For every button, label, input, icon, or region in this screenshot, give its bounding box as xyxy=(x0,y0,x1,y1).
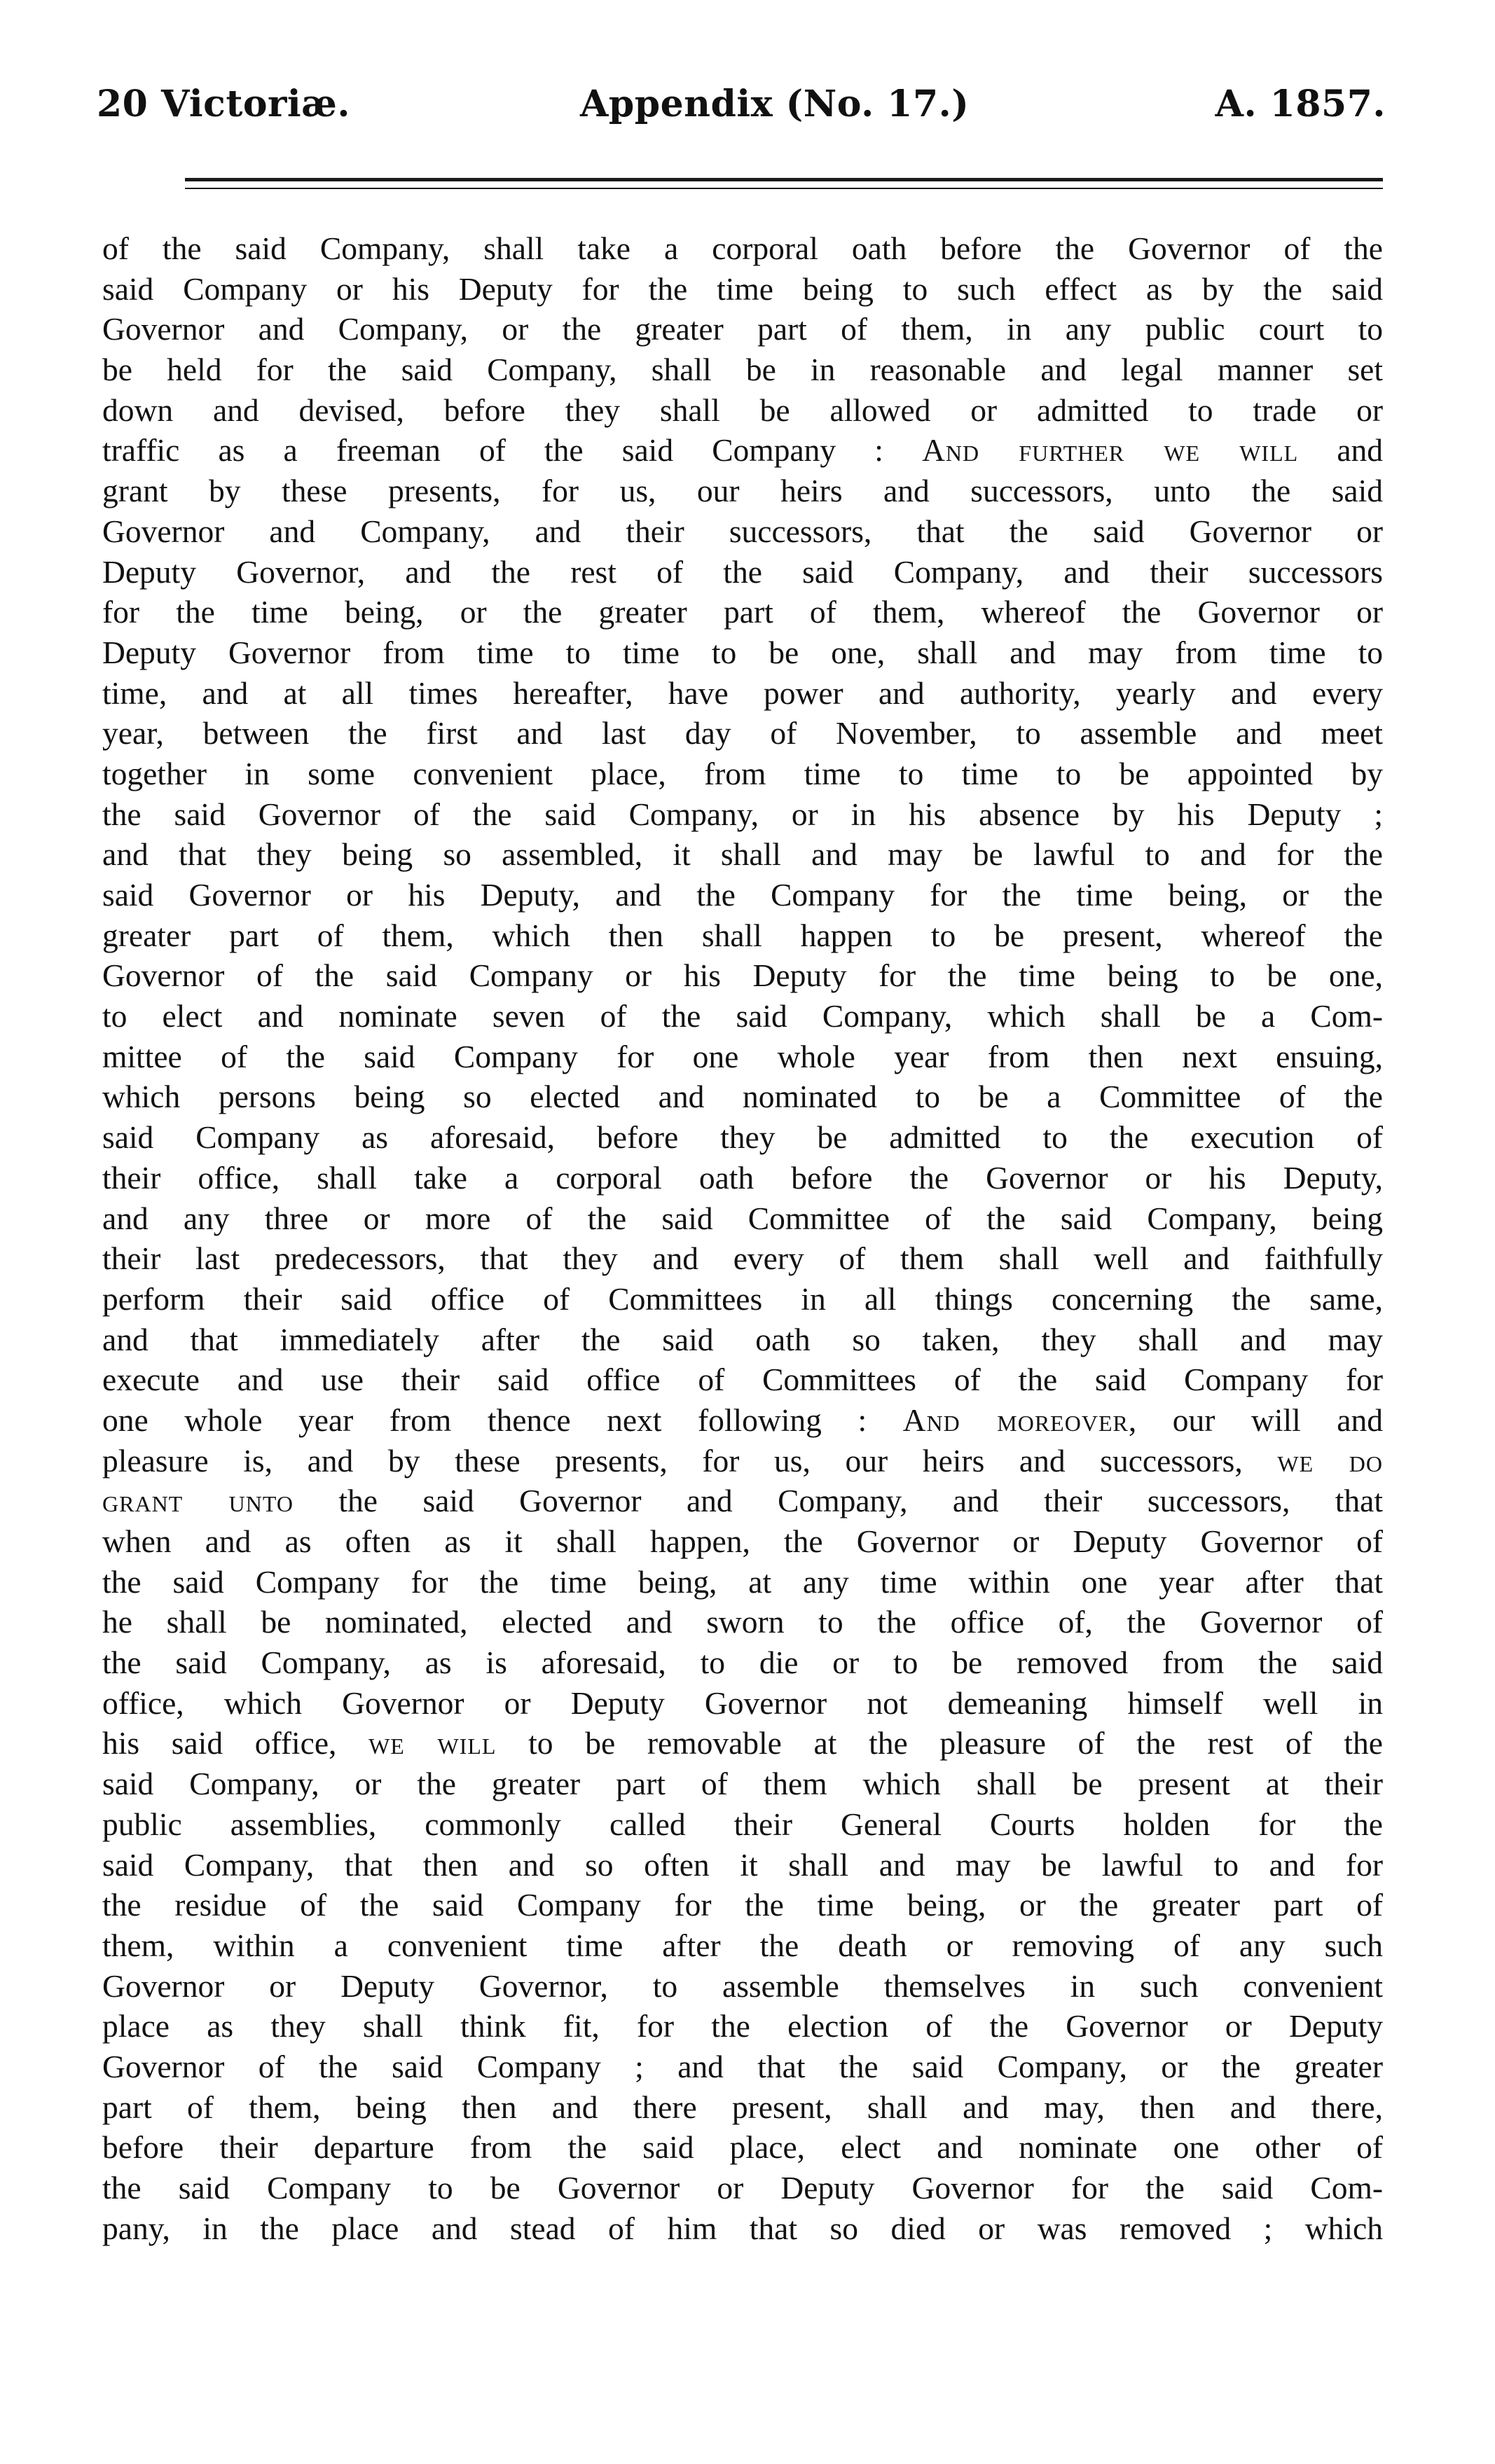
text-line: Deputy Governor from time to time to be one, shall and may from time to xyxy=(102,634,1383,670)
text-line: and any three or more of the said Committee of the said Company, being xyxy=(102,1200,1383,1236)
text-line: pany, in the place and stead of him that so died or was removed ; which xyxy=(102,2210,1383,2246)
text-line: Governor or Deputy Governor, to assemble themselves in such convenient xyxy=(102,1967,1383,2004)
text-line: place as they shall think fit, for the election of the Governor or Deputy xyxy=(102,2008,1383,2044)
text-line: their last predecessors, that they and every of them shall well and faithfully xyxy=(102,1240,1383,1277)
header-session: 20 Victoriæ. xyxy=(97,83,350,125)
text-line: their office, shall take a corporal oath before the Governor or his Deputy, xyxy=(102,1159,1383,1196)
text-line: his said office, we will to be removable at the pleasure of the rest of the xyxy=(102,1725,1383,1762)
text-line: execute and use their said office of Committees of the said Company for xyxy=(102,1362,1383,1398)
text-line: he shall be nominated, elected and sworn to the office of, the Governor of xyxy=(102,1604,1383,1640)
text-line: said Company, that then and so often it shall and may be lawful to and for xyxy=(102,1846,1383,1883)
text-line: the said Company for the time being, at any time within one year after that xyxy=(102,1563,1383,1600)
text-line: Governor of the said Company ; and that the said Company, or the greater xyxy=(102,2048,1383,2084)
header-rule xyxy=(185,178,1383,189)
text-line: and that immediately after the said oath so taken, they shall and may xyxy=(102,1321,1383,1357)
text-line: and that they being so assembled, it shall and may be lawful to and for the xyxy=(102,836,1383,873)
text-line: be held for the said Company, shall be in reasonable and legal manner set xyxy=(102,352,1383,388)
text-line: time, and at all times hereafter, have power and authority, yearly and every xyxy=(102,674,1383,711)
text-line: said Governor or his Deputy, and the Company for the time being, or the xyxy=(102,877,1383,913)
text-line: mittee of the said Company for one whole year from then next ensuing, xyxy=(102,1038,1383,1074)
text-line: Governor and Company, and their successors, that the said Governor or xyxy=(102,513,1383,549)
text-line: said Company or his Deputy for the time being to such effect as by the said xyxy=(102,270,1383,307)
text-line: grant by these presents, for us, our heirs and successors, unto the said xyxy=(102,473,1383,509)
text-line: grant unto the said Governor and Company, and their successors, that xyxy=(102,1483,1383,1519)
text-line: traffic as a freeman of the said Company : And further we will and xyxy=(102,432,1383,469)
text-line: them, within a convenient time after the death or removing of any such xyxy=(102,1927,1383,1963)
text-line: the said Company to be Governor or Deputy Governor for the said Com- xyxy=(102,2170,1383,2206)
header-year: A. 1857. xyxy=(1215,83,1386,125)
body-text xyxy=(102,228,1383,2248)
text-line: which persons being so elected and nominated to be a Committee of the xyxy=(102,1079,1383,1115)
header-appendix: Appendix (No. 17.) xyxy=(580,83,970,125)
header-rule-thin xyxy=(185,188,1383,189)
text-line: year, between the first and last day of November, to assemble and meet xyxy=(102,715,1383,752)
text-line: the said Company, as is aforesaid, to die or to be removed from the said xyxy=(102,1645,1383,1681)
text-line: Deputy Governor, and the rest of the said Company, and their successors xyxy=(102,553,1383,590)
page-header xyxy=(97,83,1386,139)
text-line: together in some convenient place, from time to time to be appointed by xyxy=(102,755,1383,791)
text-line: before their departure from the said place, elect and nominate one other of xyxy=(102,2129,1383,2166)
text-line: office, which Governor or Deputy Governor not demeaning himself well in xyxy=(102,1684,1383,1721)
text-line: down and devised, before they shall be allowed or admitted to trade or xyxy=(102,392,1383,428)
text-line: of the said Company, shall take a corporal oath before the Governor of the xyxy=(102,230,1383,266)
text-line: for the time being, or the greater part of them, whereof the Governor or xyxy=(102,594,1383,630)
text-line: greater part of them, which then shall happen to be present, whereof the xyxy=(102,917,1383,953)
text-line: the residue of the said Company for the time being, or the greater part of xyxy=(102,1887,1383,1923)
text-line: Governor and Company, or the greater part of them, in any public court to xyxy=(102,311,1383,347)
text-line: perform their said office of Committees in all things concerning the same, xyxy=(102,1280,1383,1317)
text-line: said Company, or the greater part of them which shall be present at their xyxy=(102,1766,1383,1802)
header-rule-thick xyxy=(185,178,1383,181)
text-line: when and as often as it shall happen, the Governor or Deputy Governor of xyxy=(102,1523,1383,1559)
text-line: to elect and nominate seven of the said Company, which shall be a Com- xyxy=(102,998,1383,1034)
text-line: one whole year from thence next following : And moreover, our will and xyxy=(102,1401,1383,1438)
text-line: the said Governor of the said Company, or in his absence by his Deputy ; xyxy=(102,796,1383,832)
text-line: Governor of the said Company or his Deputy for the time being to be one, xyxy=(102,957,1383,994)
text-line: said Company as aforesaid, before they be admitted to the execution of xyxy=(102,1119,1383,1156)
text-line: part of them, being then and there present, shall and may, then and there, xyxy=(102,2089,1383,2125)
text-line: pleasure is, and by these presents, for us, our heirs and successors, we do xyxy=(102,1442,1383,1479)
text-line: public assemblies, commonly called their General Courts holden for the xyxy=(102,1806,1383,1842)
